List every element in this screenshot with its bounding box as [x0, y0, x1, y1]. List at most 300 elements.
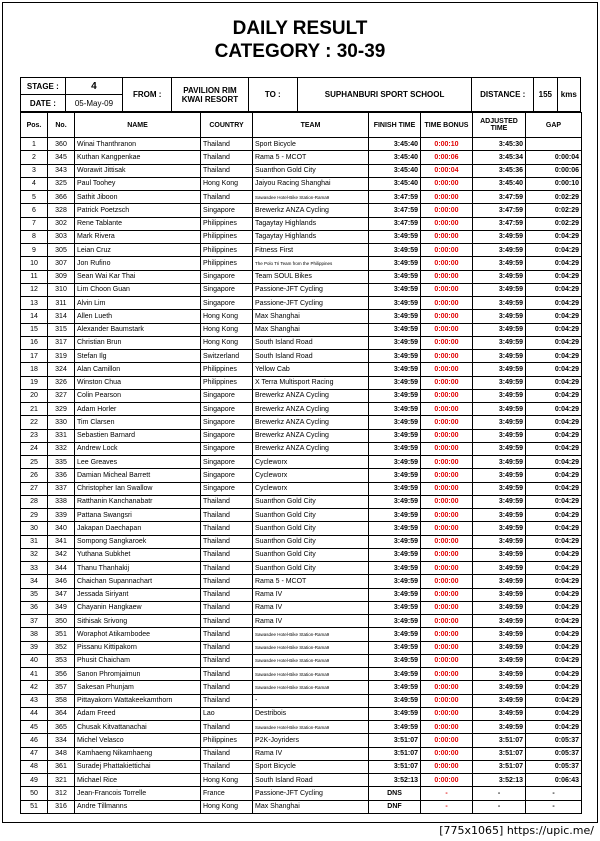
gap-cell: 0:04:29: [526, 283, 582, 296]
pos-cell: 37: [21, 615, 48, 628]
name-cell: Pissanu Kittipakorn: [75, 641, 201, 654]
time-bonus-cell: 0:00:00: [421, 575, 473, 588]
name-cell: Damian Micheal Barrett: [75, 469, 201, 482]
table-row: [21, 191, 582, 204]
column-header: GAP: [526, 113, 582, 138]
gap-cell: -: [526, 800, 582, 813]
finish-time-cell: 3:49:59: [369, 389, 421, 402]
no-cell: 334: [48, 734, 75, 747]
no-cell: 337: [48, 482, 75, 495]
adjusted-time-cell: 3:49:59: [473, 350, 526, 363]
no-cell: 303: [48, 230, 75, 243]
finish-time-cell: 3:45:40: [369, 164, 421, 177]
column-header: ADJUSTED TIME: [473, 113, 526, 138]
pos-cell: 4: [21, 177, 48, 190]
no-cell: 336: [48, 469, 75, 482]
no-cell: 316: [48, 800, 75, 813]
adjusted-time-cell: 3:49:59: [473, 230, 526, 243]
time-bonus-cell: 0:00:00: [421, 774, 473, 787]
finish-time-cell: 3:45:40: [369, 177, 421, 190]
finish-time-cell: 3:51:07: [369, 760, 421, 773]
adjusted-time-cell: 3:49:59: [473, 562, 526, 575]
country-cell: Singapore: [201, 297, 253, 310]
table-row: [21, 204, 582, 217]
time-bonus-cell: 0:00:06: [421, 151, 473, 164]
gap-cell: 0:04:29: [526, 562, 582, 575]
time-bonus-cell: 0:00:00: [421, 628, 473, 641]
no-cell: 356: [48, 668, 75, 681]
no-cell: 357: [48, 681, 75, 694]
adjusted-time-cell: 3:45:36: [473, 164, 526, 177]
time-bonus-cell: 0:00:00: [421, 734, 473, 747]
country-cell: Singapore: [201, 456, 253, 469]
no-cell: 319: [48, 350, 75, 363]
time-bonus-cell: 0:00:00: [421, 721, 473, 734]
adjusted-time-cell: 3:49:59: [473, 257, 526, 270]
team-cell: Brewerkz ANZA Cycling: [253, 403, 369, 416]
country-cell: Thailand: [201, 760, 253, 773]
adjusted-time-cell: 3:49:59: [473, 548, 526, 561]
team-cell: Suanthon Gold City: [253, 548, 369, 561]
pos-cell: 19: [21, 376, 48, 389]
name-cell: Michel Velasco: [75, 734, 201, 747]
pos-cell: 17: [21, 350, 48, 363]
adjusted-time-cell: 3:49:59: [473, 469, 526, 482]
no-cell: 353: [48, 654, 75, 667]
column-header: FINISH TIME: [369, 113, 421, 138]
name-cell: Colin Pearson: [75, 389, 201, 402]
finish-time-cell: 3:47:59: [369, 217, 421, 230]
table-row: [21, 495, 582, 508]
time-bonus-cell: 0:00:00: [421, 363, 473, 376]
table-row: [21, 588, 582, 601]
name-cell: Leian Cruz: [75, 244, 201, 257]
table-row: [21, 615, 582, 628]
time-bonus-cell: 0:00:00: [421, 270, 473, 283]
team-cell: Rama IV: [253, 615, 369, 628]
time-bonus-cell: 0:00:00: [421, 615, 473, 628]
table-row: [21, 747, 582, 760]
time-bonus-cell: 0:00:00: [421, 350, 473, 363]
gap-cell: 0:04:29: [526, 575, 582, 588]
from-value-line1: PAVILION RIM: [183, 85, 237, 95]
no-cell: 341: [48, 535, 75, 548]
country-cell: Thailand: [201, 562, 253, 575]
name-cell: Tim Clarsen: [75, 416, 201, 429]
pos-cell: 44: [21, 707, 48, 720]
finish-time-cell: 3:51:07: [369, 747, 421, 760]
no-cell: 360: [48, 138, 75, 151]
pos-cell: 46: [21, 734, 48, 747]
gap-cell: 0:04:29: [526, 707, 582, 720]
table-row: [21, 760, 582, 773]
country-cell: Thailand: [201, 509, 253, 522]
no-cell: 327: [48, 389, 75, 402]
time-bonus-cell: 0:00:04: [421, 164, 473, 177]
name-cell: Sompong Sangkaroek: [75, 535, 201, 548]
adjusted-time-cell: 3:45:40: [473, 177, 526, 190]
adjusted-time-cell: 3:49:59: [473, 297, 526, 310]
time-bonus-cell: 0:00:00: [421, 310, 473, 323]
no-cell: 365: [48, 721, 75, 734]
gap-cell: 0:04:29: [526, 681, 582, 694]
country-cell: Thailand: [201, 522, 253, 535]
team-cell: -: [253, 694, 369, 707]
country-cell: Hong Kong: [201, 310, 253, 323]
pos-cell: 15: [21, 323, 48, 336]
gap-cell: 0:05:37: [526, 747, 582, 760]
pos-cell: 31: [21, 535, 48, 548]
name-cell: Chaichan Supannachart: [75, 575, 201, 588]
pos-cell: 9: [21, 244, 48, 257]
gap-cell: 0:02:29: [526, 217, 582, 230]
table-row: [21, 694, 582, 707]
no-cell: 350: [48, 615, 75, 628]
time-bonus-cell: 0:00:00: [421, 760, 473, 773]
pos-cell: 11: [21, 270, 48, 283]
no-cell: 361: [48, 760, 75, 773]
table-row: [21, 668, 582, 681]
country-cell: Thailand: [201, 164, 253, 177]
table-row: [21, 601, 582, 614]
time-bonus-cell: 0:00:00: [421, 217, 473, 230]
gap-cell: 0:04:29: [526, 416, 582, 429]
country-cell: Thailand: [201, 641, 253, 654]
name-cell: Worawit Jittisak: [75, 164, 201, 177]
finish-time-cell: 3:49:59: [369, 257, 421, 270]
team-cell: Brewerkz ANZA Cycling: [253, 429, 369, 442]
name-cell: Andrew Lock: [75, 442, 201, 455]
time-bonus-cell: 0:00:00: [421, 442, 473, 455]
time-bonus-cell: 0:00:00: [421, 244, 473, 257]
country-cell: Thailand: [201, 588, 253, 601]
country-cell: Singapore: [201, 429, 253, 442]
pos-cell: 30: [21, 522, 48, 535]
finish-time-cell: 3:49:59: [369, 376, 421, 389]
name-cell: Lee Greaves: [75, 456, 201, 469]
finish-time-cell: 3:49:59: [369, 562, 421, 575]
pos-cell: 28: [21, 495, 48, 508]
pos-cell: 20: [21, 389, 48, 402]
finish-time-cell: 3:49:59: [369, 429, 421, 442]
finish-time-cell: 3:49:59: [369, 403, 421, 416]
name-cell: Adam Horler: [75, 403, 201, 416]
country-cell: Hong Kong: [201, 800, 253, 813]
pos-cell: 35: [21, 588, 48, 601]
finish-time-cell: 3:49:59: [369, 270, 421, 283]
table-row: [21, 350, 582, 363]
from-value: [172, 78, 249, 112]
finish-time-cell: 3:49:59: [369, 628, 421, 641]
gap-cell: 0:04:29: [526, 442, 582, 455]
table-row: [21, 562, 582, 575]
finish-time-cell: 3:49:59: [369, 509, 421, 522]
no-cell: 329: [48, 403, 75, 416]
gap-cell: 0:04:29: [526, 535, 582, 548]
finish-time-cell: DNS: [369, 787, 421, 800]
gap-cell: 0:04:29: [526, 654, 582, 667]
name-cell: Alvin Lim: [75, 297, 201, 310]
country-cell: Philippines: [201, 230, 253, 243]
name-cell: Phusit Chaicham: [75, 654, 201, 667]
name-cell: Mark Rivera: [75, 230, 201, 243]
gap-cell: 0:04:29: [526, 270, 582, 283]
results-header-row: [21, 113, 582, 138]
finish-time-cell: 3:49:59: [369, 230, 421, 243]
name-cell: Chusak Kitvattanachai: [75, 721, 201, 734]
team-cell: Sport Bicycle: [253, 760, 369, 773]
adjusted-time-cell: 3:49:59: [473, 654, 526, 667]
no-cell: 310: [48, 283, 75, 296]
team-cell: Brewerkz ANZA Cycling: [253, 389, 369, 402]
time-bonus-cell: 0:00:00: [421, 654, 473, 667]
time-bonus-cell: 0:00:00: [421, 747, 473, 760]
pos-cell: 24: [21, 442, 48, 455]
adjusted-time-cell: 3:47:59: [473, 204, 526, 217]
gap-cell: 0:04:29: [526, 297, 582, 310]
table-row: [21, 456, 582, 469]
country-cell: Thailand: [201, 495, 253, 508]
adjusted-time-cell: 3:49:59: [473, 442, 526, 455]
pos-cell: 50: [21, 787, 48, 800]
table-row: [21, 297, 582, 310]
adjusted-time-cell: 3:45:30: [473, 138, 526, 151]
name-cell: Lim Choon Guan: [75, 283, 201, 296]
pos-cell: 40: [21, 654, 48, 667]
country-cell: Lao: [201, 707, 253, 720]
finish-time-cell: 3:49:59: [369, 495, 421, 508]
adjusted-time-cell: 3:51:07: [473, 760, 526, 773]
gap-cell: 0:04:29: [526, 323, 582, 336]
gap-cell: 0:04:29: [526, 615, 582, 628]
time-bonus-cell: 0:00:00: [421, 707, 473, 720]
country-cell: Singapore: [201, 389, 253, 402]
gap-cell: 0:02:29: [526, 191, 582, 204]
team-cell: Fitness First: [253, 244, 369, 257]
name-cell: Ratthanin Kanchanabatr: [75, 495, 201, 508]
table-row: [21, 310, 582, 323]
finish-time-cell: 3:49:59: [369, 297, 421, 310]
country-cell: Philippines: [201, 734, 253, 747]
name-cell: Jean-Francois Torrelle: [75, 787, 201, 800]
name-cell: Sebastien Barnard: [75, 429, 201, 442]
country-cell: Thailand: [201, 747, 253, 760]
finish-time-cell: 3:49:59: [369, 336, 421, 349]
country-cell: Singapore: [201, 270, 253, 283]
team-cell: Brewerkz ANZA Cycling: [253, 416, 369, 429]
gap-cell: 0:04:29: [526, 548, 582, 561]
time-bonus-cell: 0:00:00: [421, 469, 473, 482]
finish-time-cell: 3:45:40: [369, 138, 421, 151]
pos-cell: 48: [21, 760, 48, 773]
finish-time-cell: 3:45:40: [369, 151, 421, 164]
time-bonus-cell: 0:00:00: [421, 456, 473, 469]
name-cell: Chayanin Hangkaew: [75, 601, 201, 614]
gap-cell: 0:05:37: [526, 760, 582, 773]
adjusted-time-cell: 3:49:59: [473, 376, 526, 389]
gap-cell: 0:04:29: [526, 257, 582, 270]
country-cell: Singapore: [201, 204, 253, 217]
table-row: [21, 522, 582, 535]
distance-unit: kms: [557, 78, 580, 112]
country-cell: Philippines: [201, 257, 253, 270]
distance-value: 155: [534, 78, 557, 112]
finish-time-cell: 3:49:59: [369, 442, 421, 455]
pos-cell: 23: [21, 429, 48, 442]
gap-cell: 0:04:29: [526, 244, 582, 257]
results-table: [20, 112, 582, 814]
no-cell: 342: [48, 548, 75, 561]
pos-cell: 36: [21, 601, 48, 614]
adjusted-time-cell: 3:49:59: [473, 270, 526, 283]
pos-cell: 45: [21, 721, 48, 734]
time-bonus-cell: 0:00:00: [421, 495, 473, 508]
page-title: DAILY RESULT: [232, 18, 368, 39]
time-bonus-cell: 0:00:00: [421, 204, 473, 217]
adjusted-time-cell: 3:49:59: [473, 522, 526, 535]
no-cell: 358: [48, 694, 75, 707]
team-cell: Cycleworx: [253, 482, 369, 495]
name-cell: Jon Rufino: [75, 257, 201, 270]
team-cell: Sawasdee Hotel-Bike Station-Rama9: [253, 668, 369, 681]
pos-cell: 33: [21, 562, 48, 575]
table-row: [21, 442, 582, 455]
gap-cell: 0:05:37: [526, 734, 582, 747]
team-cell: Suanthon Gold City: [253, 509, 369, 522]
country-cell: Hong Kong: [201, 774, 253, 787]
pos-cell: 8: [21, 230, 48, 243]
gap-cell: 0:04:29: [526, 495, 582, 508]
gap-cell: 0:04:29: [526, 336, 582, 349]
pos-cell: 10: [21, 257, 48, 270]
finish-time-cell: 3:49:59: [369, 363, 421, 376]
pos-cell: 1: [21, 138, 48, 151]
team-cell: Max Shanghai: [253, 323, 369, 336]
table-row: [21, 376, 582, 389]
from-label: FROM :: [123, 78, 172, 112]
gap-cell: 0:04:29: [526, 363, 582, 376]
time-bonus-cell: 0:00:00: [421, 681, 473, 694]
time-bonus-cell: 0:00:00: [421, 535, 473, 548]
country-cell: Thailand: [201, 668, 253, 681]
gap-cell: 0:04:29: [526, 389, 582, 402]
team-cell: Sawasdee Hotel-Bike Station-Rama9: [253, 681, 369, 694]
table-row: [21, 363, 582, 376]
time-bonus-cell: 0:00:00: [421, 177, 473, 190]
no-cell: 338: [48, 495, 75, 508]
gap-cell: 0:04:29: [526, 482, 582, 495]
table-row: [21, 230, 582, 243]
name-cell: Jakapan Daechapan: [75, 522, 201, 535]
team-cell: Suanthon Gold City: [253, 562, 369, 575]
adjusted-time-cell: 3:45:34: [473, 151, 526, 164]
table-row: [21, 403, 582, 416]
country-cell: Singapore: [201, 403, 253, 416]
to-label: TO :: [248, 78, 297, 112]
table-row: [21, 681, 582, 694]
gap-cell: [526, 138, 582, 151]
pos-cell: 3: [21, 164, 48, 177]
table-row: [21, 151, 582, 164]
country-cell: Singapore: [201, 442, 253, 455]
country-cell: Thailand: [201, 138, 253, 151]
team-cell: Brewerkz ANZA Cycling: [253, 204, 369, 217]
no-cell: 309: [48, 270, 75, 283]
column-header: No.: [48, 113, 75, 138]
country-cell: Hong Kong: [201, 323, 253, 336]
gap-cell: 0:04:29: [526, 522, 582, 535]
name-cell: Adam Freed: [75, 707, 201, 720]
adjusted-time-cell: 3:49:59: [473, 244, 526, 257]
no-cell: 332: [48, 442, 75, 455]
team-cell: South Island Road: [253, 774, 369, 787]
pos-cell: 42: [21, 681, 48, 694]
adjusted-time-cell: 3:49:59: [473, 323, 526, 336]
adjusted-time-cell: 3:49:59: [473, 495, 526, 508]
finish-time-cell: 3:49:59: [369, 641, 421, 654]
name-cell: Pattana Swangsri: [75, 509, 201, 522]
no-cell: 302: [48, 217, 75, 230]
pos-cell: 51: [21, 800, 48, 813]
adjusted-time-cell: 3:49:59: [473, 509, 526, 522]
table-row: [21, 535, 582, 548]
table-row: [21, 177, 582, 190]
table-row: [21, 707, 582, 720]
column-header: COUNTRY: [201, 113, 253, 138]
name-cell: Allen Lueth: [75, 310, 201, 323]
finish-time-cell: 3:49:59: [369, 350, 421, 363]
country-cell: Philippines: [201, 376, 253, 389]
to-value: SUPHANBURI SPORT SCHOOL: [297, 78, 472, 112]
team-cell: Passione-JFT Cycling: [253, 787, 369, 800]
adjusted-time-cell: 3:49:59: [473, 482, 526, 495]
no-cell: 325: [48, 177, 75, 190]
pos-cell: 38: [21, 628, 48, 641]
adjusted-time-cell: 3:51:07: [473, 734, 526, 747]
team-cell: Rama IV: [253, 588, 369, 601]
finish-time-cell: 3:49:59: [369, 283, 421, 296]
adjusted-time-cell: 3:49:59: [473, 575, 526, 588]
adjusted-time-cell: 3:49:59: [473, 588, 526, 601]
adjusted-time-cell: 3:49:59: [473, 283, 526, 296]
no-cell: 345: [48, 151, 75, 164]
country-cell: Singapore: [201, 416, 253, 429]
gap-cell: 0:02:29: [526, 204, 582, 217]
pos-cell: 16: [21, 336, 48, 349]
team-cell: Sawasdee Hotel-Bike Station-Rama9: [253, 191, 369, 204]
name-cell: Sithisak Srivong: [75, 615, 201, 628]
team-cell: Max Shanghai: [253, 310, 369, 323]
name-cell: Stefan Ilg: [75, 350, 201, 363]
table-row: [21, 217, 582, 230]
time-bonus-cell: 0:00:00: [421, 429, 473, 442]
name-cell: Thanu Thanhakij: [75, 562, 201, 575]
table-row: [21, 270, 582, 283]
name-cell: Paul Toohey: [75, 177, 201, 190]
time-bonus-cell: 0:00:00: [421, 389, 473, 402]
table-row: [21, 654, 582, 667]
pos-cell: 14: [21, 310, 48, 323]
table-row: [21, 628, 582, 641]
gap-cell: 0:00:06: [526, 164, 582, 177]
team-cell: Sport Bicycle: [253, 138, 369, 151]
time-bonus-cell: 0:00:00: [421, 641, 473, 654]
no-cell: 349: [48, 601, 75, 614]
finish-time-cell: DNF: [369, 800, 421, 813]
gap-cell: 0:04:29: [526, 456, 582, 469]
no-cell: 347: [48, 588, 75, 601]
pos-cell: 13: [21, 297, 48, 310]
